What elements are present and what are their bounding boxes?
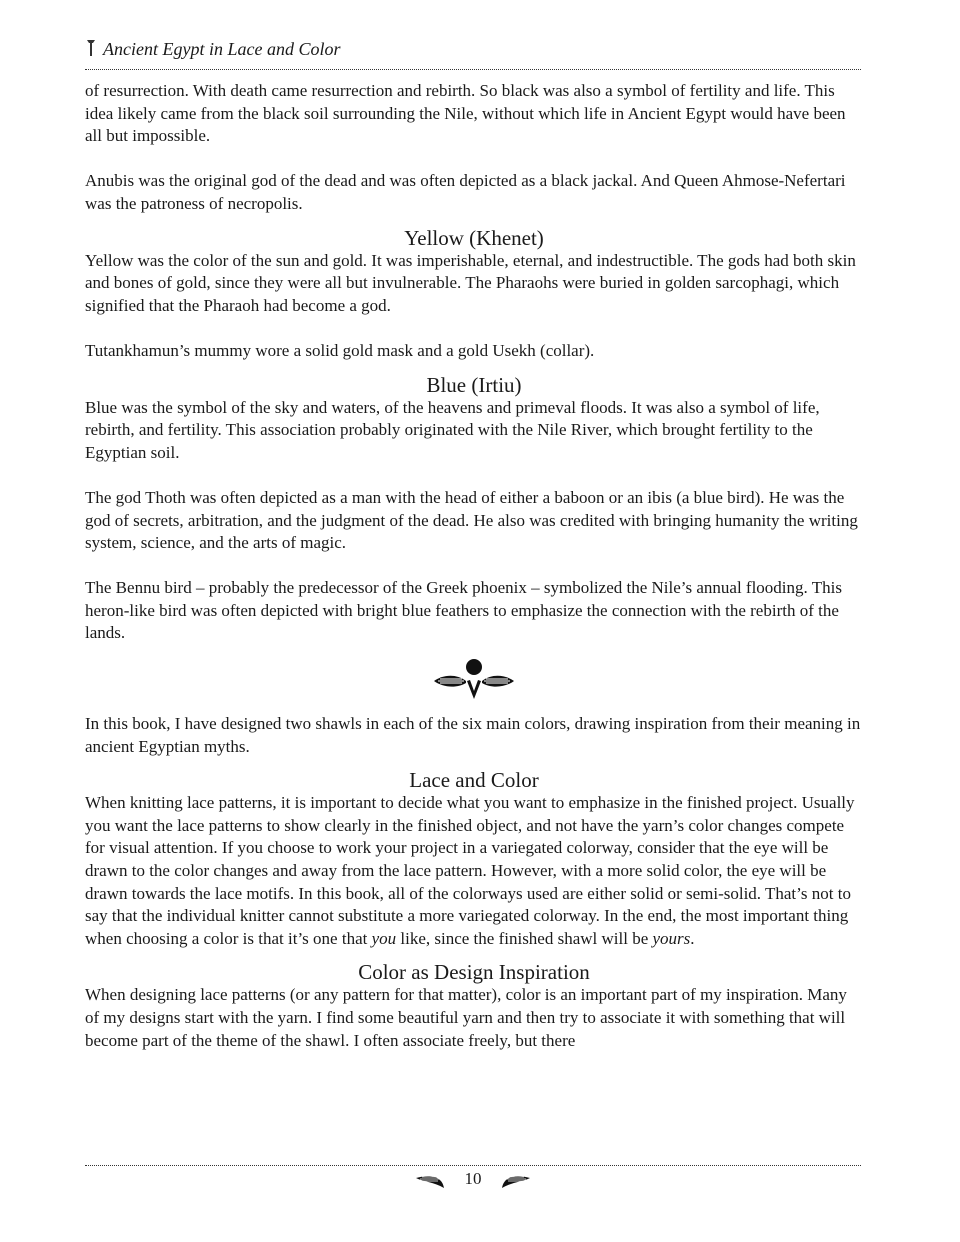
- paragraph: Yellow was the color of the sun and gold. It was imperishable, eternal, and indestructible. The gods had both skin and bones of gold, since they were all but invulnerable. The Pharaohs were buried in golden sarcophagi, which signified that the Pharaoh had become a god.: [85, 250, 856, 315]
- section-heading-blue: Blue (Irtiu): [426, 372, 522, 397]
- book-title: Ancient Egypt in Lace and Color: [103, 39, 341, 59]
- section-heading-yellow: Yellow (Khenet): [404, 225, 544, 250]
- paragraph: Anubis was the original god of the dead and was often depicted as a black jackal. And Queen Ahmose-Nefertari was the patroness of necropolis.: [85, 171, 846, 213]
- text-run: like, since the finished shawl will be: [396, 928, 653, 948]
- header-rule: [85, 69, 861, 70]
- paragraph: The Bennu bird – probably the predecessor of the Greek phoenix – symbolized the Nile’s annual flooding. This heron-like bird was often depicted with bright blue feathers to emphasize the connection with the rebirth of the lands.: [85, 578, 842, 643]
- paragraph: When designing lace patterns (or any pattern for that matter), color is an important part of my inspiration. Many of my designs start with the yarn. I find some beautiful yarn and then try to associate it with something that will become part of the theme of the shawl. I often associate freely, but there: [85, 985, 847, 1050]
- paragraph: [85, 792, 863, 950]
- paragraph: In this book, I have designed two shawls in each of the six main colors, drawing inspiration from their meaning in ancient Egyptian myths.: [85, 714, 861, 756]
- page-body: [85, 80, 863, 1052]
- paragraph: The god Thoth was often depicted as a man with the head of either a baboon or an ibis (a blue bird). He was the god of secrets, arbitration, and the judgment of the dead. He also was credited with bringing humanity the writing system, science, and the arts of magic.: [85, 487, 858, 553]
- running-header: [85, 36, 861, 62]
- section-heading-lace: Lace and Color: [409, 768, 539, 793]
- footer-rule: [85, 1165, 861, 1166]
- emphasis: you: [371, 928, 397, 948]
- page-footer: [85, 1168, 861, 1196]
- text-run: .: [690, 928, 695, 948]
- winged-sun-disk-icon: [432, 657, 516, 701]
- page-number: 10: [464, 1169, 482, 1189]
- right-wing-icon: [500, 1168, 532, 1190]
- left-wing-icon: [414, 1168, 446, 1190]
- paragraph: Tutankhamun’s mummy wore a solid gold mask and a gold Usekh (collar).: [85, 340, 595, 360]
- emphasis: yours: [652, 928, 691, 948]
- paragraph: of resurrection. With death came resurrection and rebirth. So black was also a symbol of fertility and life. This idea likely came from the black soil surrounding the Nile, without which life in Ancient Egypt would have been all but impossible.: [85, 81, 846, 146]
- ankh-feather-icon: [85, 38, 97, 58]
- text-run: When knitting lace patterns, it is important to decide what you want to emphasize in the finished project. Usually you want the lace patterns to show clearly in the finished object, and not have the yarn’s color changes compete for visual attention. If you choose to work your project in a variegated colorway, consider that the eye will be drawn to the color changes and away from the lace pattern. However, with a more solid color, the eye will be drawn towards the lace motifs. In this book, all of the colorways used are either solid or semi-solid. That’s not to say that the individual knitter cannot substitute a more variegated colorway. In the end, the most important thing when choosing a color is that it’s one that: [85, 793, 855, 948]
- section-heading-design: Color as Design Inspiration: [358, 960, 590, 985]
- paragraph: Blue was the symbol of the sky and waters, of the heavens and primeval floods. It was also a symbol of life, rebirth, and fertility. This association probably originated with the Nile River, which brought fertility to the Egyptian soil.: [85, 397, 820, 462]
- section-divider: [85, 657, 863, 703]
